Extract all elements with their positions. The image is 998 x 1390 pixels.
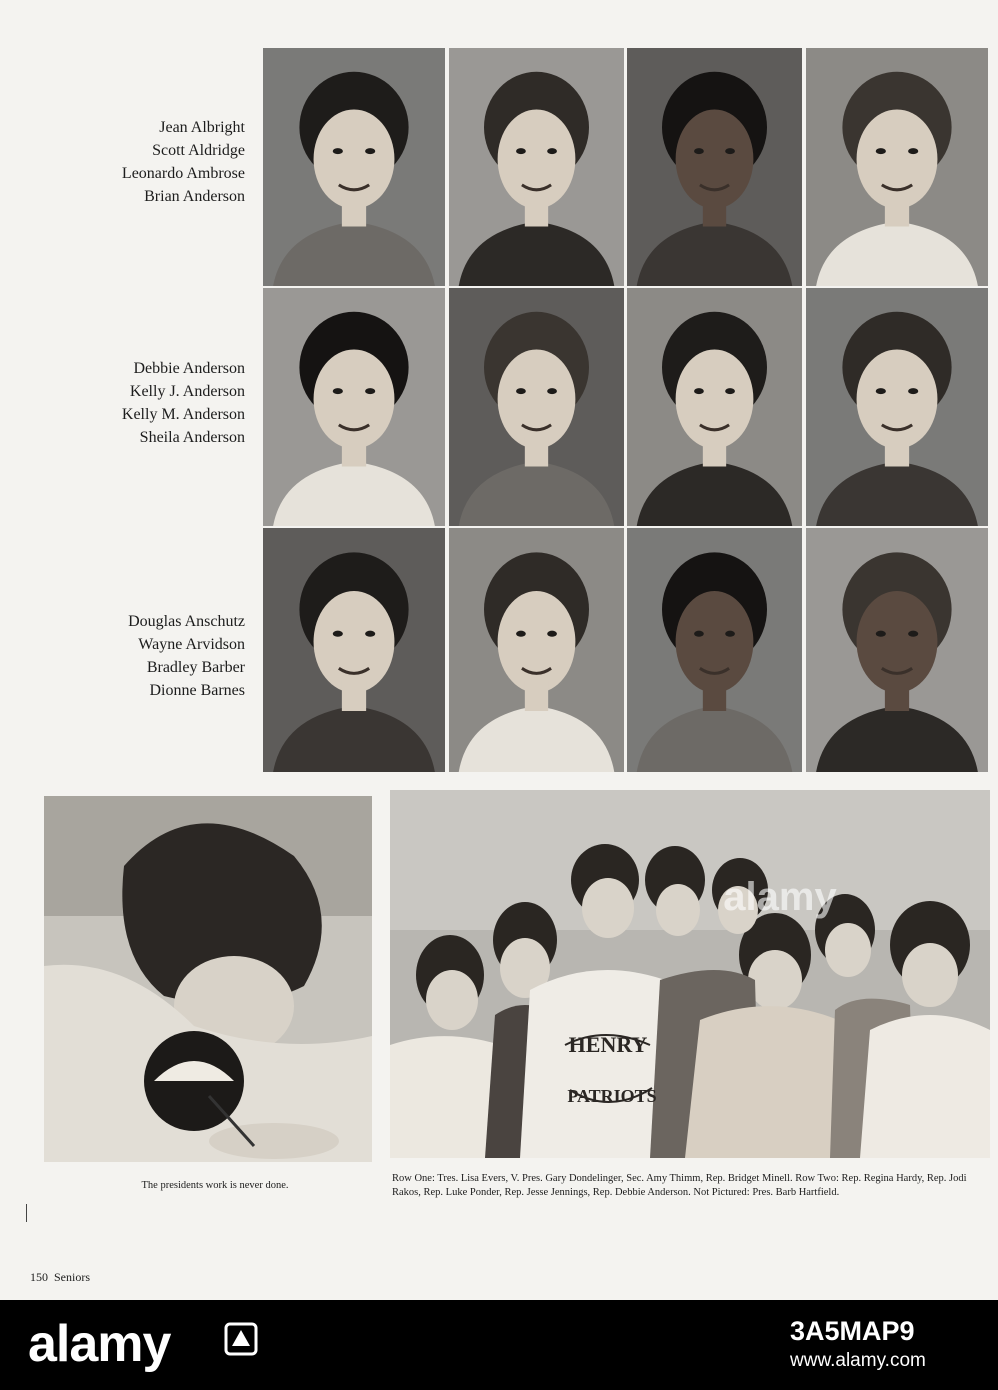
student-portrait xyxy=(627,528,802,772)
student-portrait xyxy=(806,528,988,772)
section-name: Seniors xyxy=(54,1270,90,1284)
sweatshirt-top-text: HENRY xyxy=(568,1032,648,1057)
portrait-image xyxy=(263,48,445,286)
brand-mark-icon xyxy=(224,1322,258,1356)
student-name: Debbie Anderson xyxy=(133,360,245,377)
portrait-image xyxy=(449,288,624,526)
portrait-image xyxy=(806,48,988,286)
student-name: Kelly J. Anderson xyxy=(129,383,245,400)
group-photo xyxy=(390,790,990,1158)
student-name: Jean Albright xyxy=(159,119,245,136)
student-portrait xyxy=(449,48,624,286)
name-list-row-2 xyxy=(60,357,245,449)
student-name: Brian Anderson xyxy=(144,188,245,205)
student-portrait xyxy=(627,48,802,286)
portrait-image xyxy=(449,528,624,772)
student-portrait xyxy=(806,48,988,286)
student-name: Scott Aldridge xyxy=(152,142,245,159)
portrait-image xyxy=(263,528,445,772)
student-portrait xyxy=(449,528,624,772)
brand-logo[interactable]: alamy xyxy=(28,1315,171,1373)
portrait-image xyxy=(806,528,988,772)
group-caption: Row One: Tres. Lisa Evers, V. Pres. Gary Dondelinger, Sec. Amy Thimm, Rep. Bridget Minell. Row Two: Rep. Regina Hardy, Rep. Jodi Rakos, Rep. Luke Ponder, Rep. Jesse Jennings, Rep. Debbie Anderson. Not Pictured: Pres. Barb Hartfield. xyxy=(392,1173,967,1198)
portrait-image xyxy=(263,288,445,526)
portrait-image xyxy=(627,288,802,526)
student-name: Douglas Anschutz xyxy=(128,613,245,630)
student-portrait xyxy=(263,528,445,772)
student-portrait xyxy=(806,288,988,526)
candid-caption: The presidents work is never done. xyxy=(141,1180,289,1191)
class-officers-image xyxy=(390,790,990,1158)
student-portrait xyxy=(449,288,624,526)
sweatshirt-bottom-text: PATRIOTS xyxy=(567,1086,657,1106)
student-name: Dionne Barnes xyxy=(149,682,245,699)
stock-watermark-bar xyxy=(0,1300,998,1390)
portrait-image xyxy=(627,48,802,286)
photo-watermark: alamy xyxy=(723,875,837,919)
student-portrait xyxy=(263,48,445,286)
candid-photo xyxy=(44,796,372,1162)
portrait-image xyxy=(627,528,802,772)
student-name: Leonardo Ambrose xyxy=(121,165,245,182)
student-portrait xyxy=(263,288,445,526)
portrait-image xyxy=(449,48,624,286)
stock-image-id: 3A5MAP9 xyxy=(790,1316,915,1346)
student-name: Bradley Barber xyxy=(146,659,245,676)
student-name: Kelly M. Anderson xyxy=(121,406,245,423)
student-name: Wayne Arvidson xyxy=(138,636,245,653)
name-list-row-1 xyxy=(60,116,245,208)
page-number: 150 xyxy=(30,1270,48,1284)
portrait-image xyxy=(806,288,988,526)
stock-site-link[interactable]: www.alamy.com xyxy=(790,1350,926,1371)
name-list-row-3 xyxy=(60,610,245,702)
student-portrait xyxy=(627,288,802,526)
student-writing-image xyxy=(44,796,372,1162)
student-name: Sheila Anderson xyxy=(139,429,245,446)
margin-mark xyxy=(26,1204,27,1222)
page-footer xyxy=(30,1270,96,1285)
